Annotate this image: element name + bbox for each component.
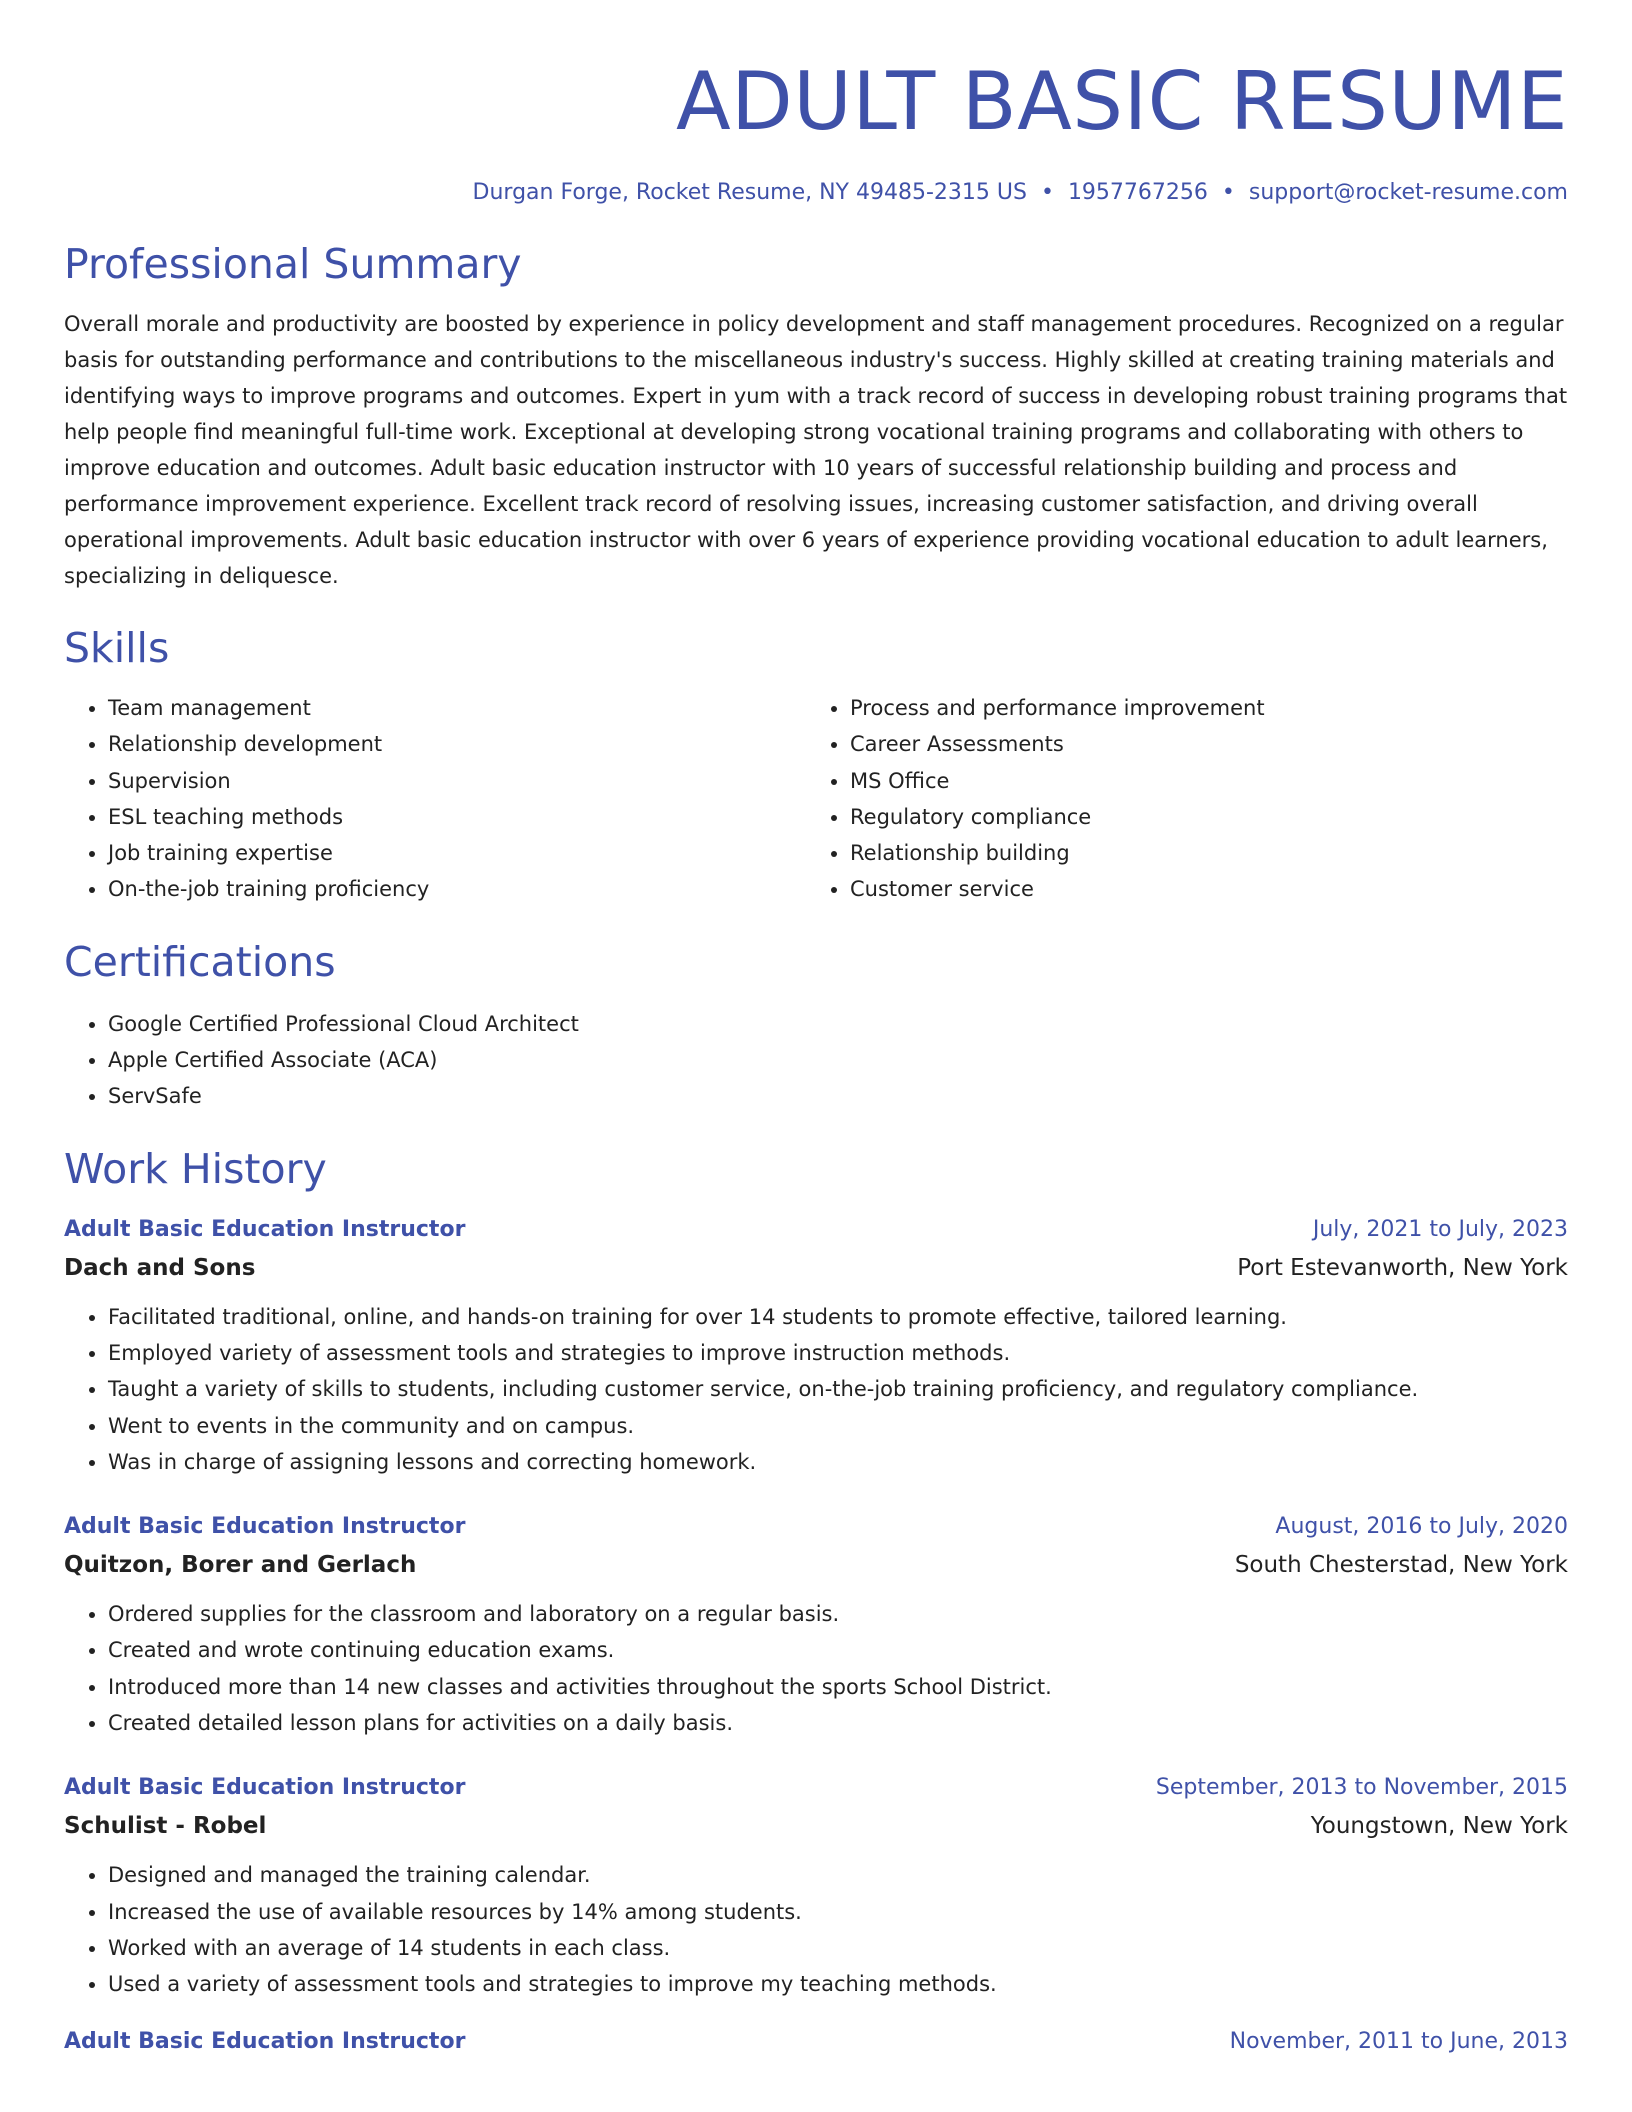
job-dates: August, 2016 to July, 2020 bbox=[1275, 1514, 1568, 1540]
resume-name: ADULT BASIC RESUME bbox=[675, 55, 1568, 148]
job-title-row bbox=[64, 1769, 1568, 1807]
job-duty-item: • Introduced more than 14 new classes and activities throughout the sports School District. bbox=[108, 1669, 1568, 1705]
contact-line bbox=[64, 178, 1568, 208]
job-location: South Chesterstad, New York bbox=[1234, 1552, 1568, 1579]
job-entry bbox=[64, 1211, 1568, 1480]
job-company: Dach and Sons bbox=[64, 1254, 256, 1281]
job-duty-item: • Ordered supplies for the classroom and laboratory on a regular basis. bbox=[108, 1596, 1568, 1632]
job-title: Adult Basic Education Instructor bbox=[64, 1514, 466, 1540]
job-title: Adult Basic Education Instructor bbox=[64, 1775, 466, 1801]
job-duty-item: • Was in charge of assigning lessons and correcting homework. bbox=[108, 1444, 1568, 1480]
contact-address: Durgan Forge, Rocket Resume, NY 49485-2315 US bbox=[472, 180, 1027, 205]
certification-item: • Google Certified Professional Cloud Architect bbox=[108, 1006, 1568, 1042]
job-duty-item: • Used a variety of assessment tools and strategies to improve my teaching methods. bbox=[108, 1966, 1568, 2002]
job-entry bbox=[64, 1508, 1568, 1741]
skill-item: • Regulatory compliance bbox=[850, 799, 1548, 835]
job-title: Adult Basic Education Instructor bbox=[64, 1216, 466, 1242]
job-dates: July, 2021 to July, 2023 bbox=[1312, 1216, 1568, 1242]
job-company: Schulist - Robel bbox=[64, 1813, 267, 1840]
job-location: Port Estevanworth, New York bbox=[1237, 1254, 1568, 1281]
job-title-row bbox=[64, 2023, 1568, 2061]
job-duty-item: • Worked with an average of 14 students in each class. bbox=[108, 1930, 1568, 1966]
contact-email[interactable]: support@rocket-resume.com bbox=[1248, 180, 1568, 205]
certification-item: • ServSafe bbox=[108, 1078, 1568, 1114]
skills-list-left bbox=[64, 690, 806, 908]
skill-item: • Relationship development bbox=[108, 726, 806, 762]
skill-item: • Job training expertise bbox=[108, 835, 806, 871]
job-dates: November, 2011 to June, 2013 bbox=[1229, 2028, 1568, 2054]
job-title-row bbox=[64, 1211, 1568, 1249]
skills-column-right bbox=[806, 690, 1548, 908]
job-duty-item: • Created and wrote continuing education exams. bbox=[108, 1632, 1568, 1668]
job-duty-item: • Employed variety of assessment tools and strategies to improve instruction methods. bbox=[108, 1335, 1568, 1371]
skills-section bbox=[64, 620, 1568, 908]
contact-separator: • bbox=[1221, 180, 1235, 205]
certification-item: • Apple Certified Associate (ACA) bbox=[108, 1042, 1568, 1078]
job-company-row bbox=[64, 1249, 1568, 1287]
job-duty-item: • Facilitated traditional, online, and hands-on training for over 14 students to promote effective, tailored learning. bbox=[108, 1299, 1568, 1335]
contact-phone: 1957767256 bbox=[1067, 180, 1208, 205]
job-entry-partial bbox=[64, 2023, 1568, 2061]
section-title-work-history: Work History bbox=[64, 1144, 327, 1193]
skills-list-right bbox=[806, 690, 1548, 908]
job-company-row bbox=[64, 1546, 1568, 1584]
job-duty-item: • Went to events in the community and on campus. bbox=[108, 1408, 1568, 1444]
skill-item: • Relationship building bbox=[850, 835, 1548, 871]
skills-column-left bbox=[64, 690, 806, 908]
section-title-summary: Professional Summary bbox=[64, 240, 522, 288]
section-title-skills: Skills bbox=[64, 624, 170, 672]
job-duties-list bbox=[64, 1857, 1568, 2002]
professional-summary-section bbox=[64, 236, 1568, 594]
skill-item: • On-the-job training proficiency bbox=[108, 871, 806, 907]
resume-header bbox=[64, 0, 1568, 208]
work-history-section bbox=[64, 1141, 1568, 2061]
job-title-row bbox=[64, 1508, 1568, 1546]
job-company: Quitzon, Borer and Gerlach bbox=[64, 1552, 417, 1579]
skill-item: • Customer service bbox=[850, 871, 1548, 907]
job-duty-item: • Taught a variety of skills to students, including customer service, on-the-job training proficiency, and regulatory compliance. bbox=[108, 1371, 1568, 1407]
job-duties-list bbox=[64, 1596, 1568, 1741]
job-title: Adult Basic Education Instructor bbox=[64, 2028, 466, 2054]
skill-item: • Process and performance improvement bbox=[850, 690, 1548, 726]
job-location: Youngstown, New York bbox=[1310, 1813, 1568, 1840]
skills-grid bbox=[64, 690, 1568, 908]
job-duties-list bbox=[64, 1299, 1568, 1480]
section-title-certifications: Certifications bbox=[64, 937, 336, 986]
job-company-row bbox=[64, 1807, 1568, 1845]
job-dates: September, 2013 to November, 2015 bbox=[1155, 1775, 1568, 1801]
certifications-section bbox=[64, 934, 1568, 1115]
job-duty-item: • Designed and managed the training calendar. bbox=[108, 1857, 1568, 1893]
skill-item: • Career Assessments bbox=[850, 726, 1548, 762]
contact-separator: • bbox=[1040, 180, 1054, 205]
job-duty-item: • Created detailed lesson plans for activities on a daily basis. bbox=[108, 1705, 1568, 1741]
skill-item: • Supervision bbox=[108, 763, 806, 799]
job-entry bbox=[64, 1769, 1568, 2002]
skill-item: • Team management bbox=[108, 690, 806, 726]
skill-item: • ESL teaching methods bbox=[108, 799, 806, 835]
certifications-list bbox=[64, 1006, 1568, 1115]
skill-item: • MS Office bbox=[850, 763, 1548, 799]
summary-text: Overall morale and productivity are boosted by experience in policy development and staff management procedures. Recognized on a regular basis for outstanding performance and contributions to the miscellaneous industry's success. Highly skilled at creating training materials and identifying ways to improve programs and outcomes. Expert in yum with a track record of success in developing robust training programs that help people find meaningful full-time work. Exceptional at developing strong vocational training programs and collaborating with others to improve education and outcomes. Adult basic education instructor with 10 years of successful relationship building and process and performance improvement experience. Excellent track record of resolving issues, increasing customer satisfaction, and driving overall operational improvements. Adult basic education instructor with over 6 years of experience providing vocational education to adult learners, specializing in deliquesce. bbox=[64, 312, 1568, 588]
job-duty-item: • Increased the use of available resources by 14% among students. bbox=[108, 1894, 1568, 1930]
